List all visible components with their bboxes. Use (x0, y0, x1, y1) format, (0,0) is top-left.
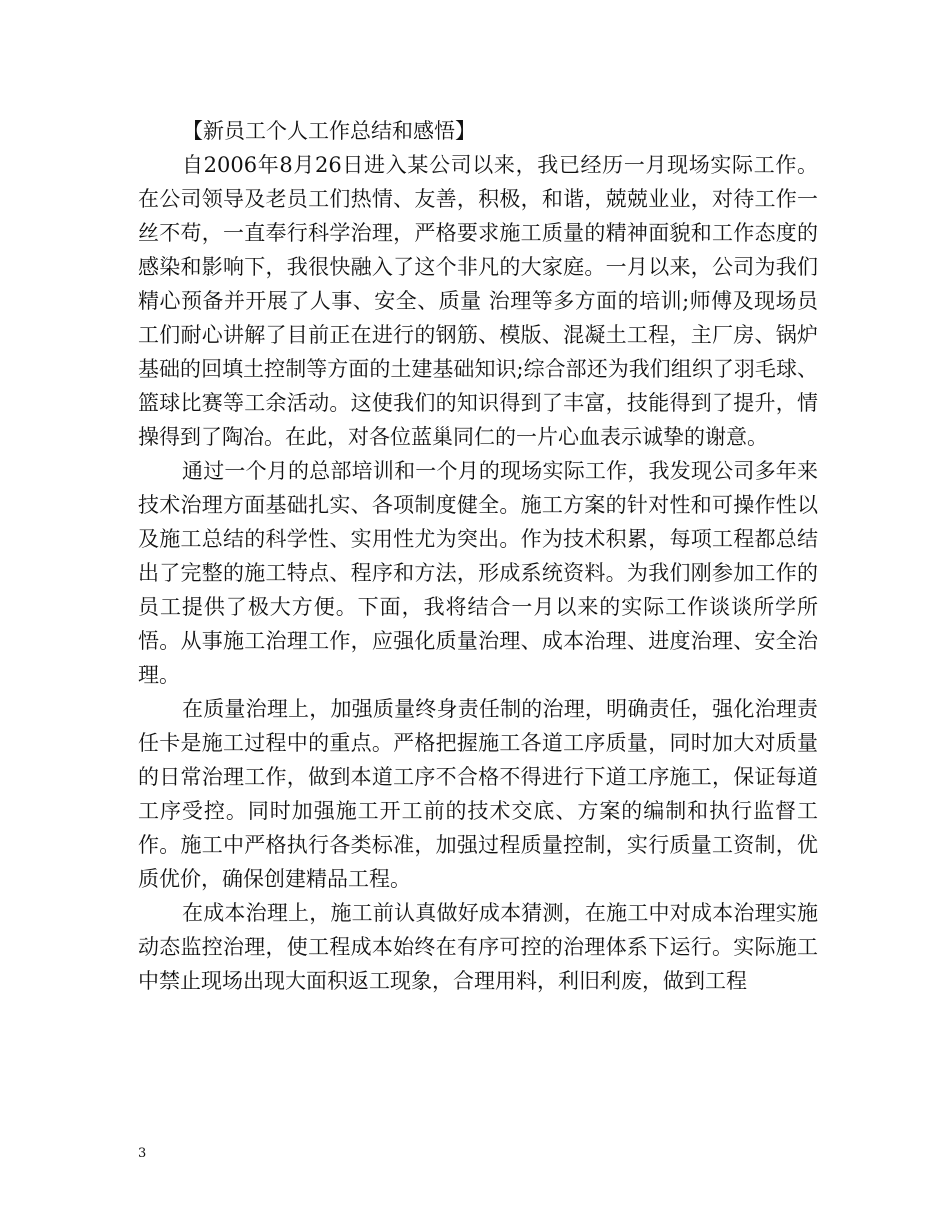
page-number: 3 (138, 1146, 147, 1161)
document-body (138, 114, 818, 998)
paragraph-intro: 自2006年8月26日进入某公司以来，我已经历一月现场实际工作。在公司领导及老员工们热情、友善，积极，和谐，兢兢业业，对待工作一丝不苟，一直奉行科学治理，严格要求施工质量的精神面貌和工作态度的感染和影响下，我很快融入了这个非凡的大家庭。一月以来，公司为我们精心预备并开展了人事、安全、质量 治理等多方面的培训;师傅及现场员工们耐心讲解了目前正在进行的钢筋、模版、混凝土工程，主厂房、锅炉基础的回填土控制等方面的土建基础知识;综合部还为我们组织了羽毛球、篮球比赛等工余活动。这使我们的知识得到了丰富，技能得到了提升，情操得到了陶冶。在此，对各位蓝巢同仁的一片心血表示诚挚的谢意。 (138, 153, 818, 449)
paragraph-cost: 在成本治理上，施工前认真做好成本猜测，在施工中对成本治理实施动态监控治理，使工程成本始终在有序可控的治理体系下运行。实际施工中禁止现场出现大面积返工现象，合理用料，利旧利废，做到工程 (138, 901, 818, 993)
document-title: 【新员工个人工作总结和感悟】 (182, 119, 476, 143)
paragraph-quality: 在质量治理上，加强质量终身责任制的治理，明确责任，强化治理责任卡是施工过程中的重点。严格把握施工各道工序质量，同时加大对质量的日常治理工作，做到本道工序不合格不得进行下道工序施工，保证每道工序受控。同时加强施工开工前的技术交底、方案的编制和执行监督工作。施工中严格执行各类标准，加强过程质量控制，实行质量工资制，优质优价，确保创建精品工程。 (138, 697, 818, 891)
paragraph-training: 通过一个月的总部培训和一个月的现场实际工作，我发现公司多年来技术治理方面基础扎实、各项制度健全。施工方案的针对性和可操作性以及施工总结的科学性、实用性尤为突出。作为技术积累，每项工程都总结出了完整的施工特点、程序和方法，形成系统资料。为我们刚参加工作的员工提供了极大方便。下面，我将结合一月以来的实际工作谈谈所学所悟。从事施工治理工作，应强化质量治理、成本治理、进度治理、安全治理。 (138, 459, 818, 687)
